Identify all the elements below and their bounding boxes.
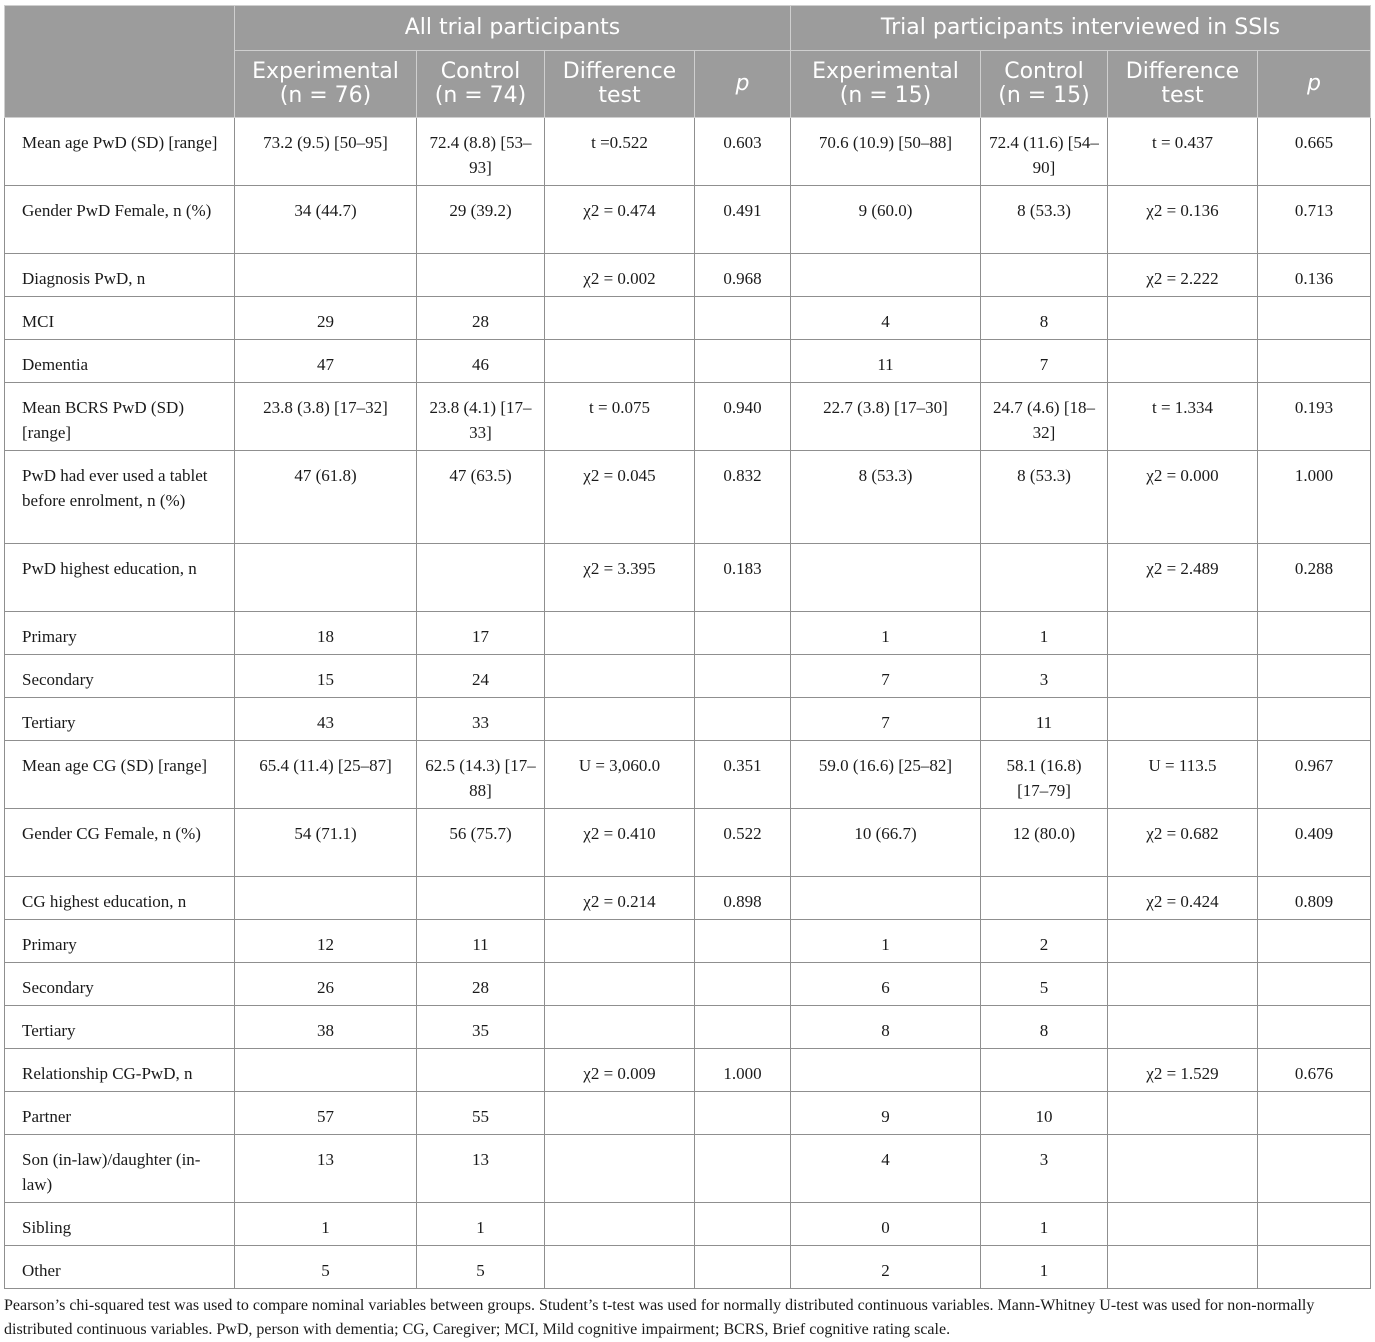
row-label: Primary <box>5 612 235 655</box>
table-cell <box>695 297 791 340</box>
table-row <box>5 451 1371 544</box>
header-empty-cell <box>5 6 235 118</box>
table-cell: 35 <box>417 1006 545 1049</box>
table-cell <box>545 655 695 698</box>
table-cell: χ2 = 2.489 <box>1108 544 1258 612</box>
table-row <box>5 1203 1371 1246</box>
table-row <box>5 544 1371 612</box>
table-cell: 26 <box>235 963 417 1006</box>
table-cell: U = 113.5 <box>1108 741 1258 809</box>
table-cell <box>1258 1246 1371 1289</box>
table-cell <box>545 1135 695 1203</box>
table-cell <box>545 1092 695 1135</box>
table-cell <box>1258 920 1371 963</box>
table-cell: χ2 = 0.410 <box>545 809 695 877</box>
table-cell: 23.8 (3.8) [17–32] <box>235 383 417 451</box>
table-cell <box>695 1092 791 1135</box>
table-cell: 0.713 <box>1258 186 1371 254</box>
table-cell <box>1258 612 1371 655</box>
table-cell: 6 <box>791 963 981 1006</box>
table-cell: 1 <box>981 1203 1108 1246</box>
table-cell <box>695 1006 791 1049</box>
table-cell: 0.940 <box>695 383 791 451</box>
table-cell: χ2 = 0.045 <box>545 451 695 544</box>
table-cell: 8 <box>981 297 1108 340</box>
table-cell: 4 <box>791 297 981 340</box>
table-cell: 24 <box>417 655 545 698</box>
table-cell <box>1258 655 1371 698</box>
table-row <box>5 920 1371 963</box>
table-cell: 70.6 (10.9) [50–88] <box>791 118 981 186</box>
table-cell: 1 <box>417 1203 545 1246</box>
table-cell: 0.809 <box>1258 877 1371 920</box>
col-header-experimental: Experimental (n = 76) <box>235 51 417 118</box>
table-cell: 7 <box>791 698 981 741</box>
table-cell <box>545 698 695 741</box>
table-cell <box>1258 1203 1371 1246</box>
table-cell: 0.665 <box>1258 118 1371 186</box>
table-row <box>5 877 1371 920</box>
table-cell: 33 <box>417 698 545 741</box>
row-label: Secondary <box>5 655 235 698</box>
row-label: CG highest education, n <box>5 877 235 920</box>
col-header-difference-test-ssi: Difference test <box>1108 51 1258 118</box>
table-cell <box>417 1049 545 1092</box>
table-cell: t = 0.075 <box>545 383 695 451</box>
table-cell: 0.676 <box>1258 1049 1371 1092</box>
table-row <box>5 809 1371 877</box>
table-cell <box>545 1246 695 1289</box>
table-cell: 47 <box>235 340 417 383</box>
table-cell: 34 (44.7) <box>235 186 417 254</box>
row-label: Tertiary <box>5 1006 235 1049</box>
table-cell <box>545 297 695 340</box>
table-cell: 8 (53.3) <box>981 451 1108 544</box>
table-cell: χ2 = 1.529 <box>1108 1049 1258 1092</box>
table-cell: 10 (66.7) <box>791 809 981 877</box>
table-cell: 8 <box>981 1006 1108 1049</box>
table-cell: 0.136 <box>1258 254 1371 297</box>
table-cell: χ2 = 0.214 <box>545 877 695 920</box>
table-cell <box>1108 1246 1258 1289</box>
table-cell: 9 (60.0) <box>791 186 981 254</box>
row-label: Dementia <box>5 340 235 383</box>
table-cell <box>1108 920 1258 963</box>
col-header-difference-test: Difference test <box>545 51 695 118</box>
row-label: Tertiary <box>5 698 235 741</box>
table-cell: 1 <box>981 612 1108 655</box>
table-cell <box>417 544 545 612</box>
table-cell <box>695 655 791 698</box>
table-cell: 1.000 <box>695 1049 791 1092</box>
table-cell <box>545 963 695 1006</box>
table-cell: 1.000 <box>1258 451 1371 544</box>
table-cell <box>545 1203 695 1246</box>
row-label: Sibling <box>5 1203 235 1246</box>
table-row <box>5 340 1371 383</box>
table-cell: χ2 = 0.002 <box>545 254 695 297</box>
table-row <box>5 1246 1371 1289</box>
table-cell: 11 <box>791 340 981 383</box>
row-label: MCI <box>5 297 235 340</box>
table-cell: 17 <box>417 612 545 655</box>
table-cell: 0.183 <box>695 544 791 612</box>
col-header-control: Control (n = 74) <box>417 51 545 118</box>
row-label: Mean BCRS PwD (SD) [range] <box>5 383 235 451</box>
col-header-experimental-ssi: Experimental (n = 15) <box>791 51 981 118</box>
table-cell: χ2 = 3.395 <box>545 544 695 612</box>
table-row <box>5 383 1371 451</box>
table-cell: 2 <box>981 920 1108 963</box>
table-cell <box>545 1006 695 1049</box>
group-header-row <box>5 6 1371 51</box>
table-cell: 13 <box>417 1135 545 1203</box>
table-cell <box>981 254 1108 297</box>
row-label: Mean age PwD (SD) [range] <box>5 118 235 186</box>
table-cell: 1 <box>981 1246 1108 1289</box>
table-cell: 23.8 (4.1) [17–33] <box>417 383 545 451</box>
table-cell: U = 3,060.0 <box>545 741 695 809</box>
table-cell <box>981 877 1108 920</box>
table-cell: 8 (53.3) <box>981 186 1108 254</box>
table-cell: 1 <box>791 612 981 655</box>
table-cell <box>1258 963 1371 1006</box>
table-cell: 18 <box>235 612 417 655</box>
table-cell <box>1108 297 1258 340</box>
table-container <box>4 5 1370 1289</box>
table-cell: 62.5 (14.3) [17–88] <box>417 741 545 809</box>
table-cell: 12 (80.0) <box>981 809 1108 877</box>
table-cell: 0.491 <box>695 186 791 254</box>
table-cell: χ2 = 0.136 <box>1108 186 1258 254</box>
table-cell: 38 <box>235 1006 417 1049</box>
table-cell: 8 <box>791 1006 981 1049</box>
table-row <box>5 1049 1371 1092</box>
table-cell: 3 <box>981 1135 1108 1203</box>
table-cell <box>1108 1135 1258 1203</box>
table-cell <box>695 612 791 655</box>
table-cell: 12 <box>235 920 417 963</box>
table-cell <box>545 920 695 963</box>
table-cell <box>545 612 695 655</box>
table-cell <box>695 1246 791 1289</box>
table-cell <box>417 877 545 920</box>
table-cell: 0.898 <box>695 877 791 920</box>
col-header-p-ssi: p <box>1258 51 1371 118</box>
row-label: Other <box>5 1246 235 1289</box>
table-cell: 5 <box>235 1246 417 1289</box>
table-cell: 73.2 (9.5) [50–95] <box>235 118 417 186</box>
table-cell: 4 <box>791 1135 981 1203</box>
table-cell <box>981 1049 1108 1092</box>
table-cell: 5 <box>417 1246 545 1289</box>
table-cell: t = 0.437 <box>1108 118 1258 186</box>
table-cell <box>1108 1092 1258 1135</box>
table-cell <box>1108 963 1258 1006</box>
table-cell: 3 <box>981 655 1108 698</box>
table-cell <box>1258 1092 1371 1135</box>
table-cell: 29 (39.2) <box>417 186 545 254</box>
header-group-ssi: Trial participants interviewed in SSIs <box>791 6 1371 51</box>
table-row <box>5 254 1371 297</box>
table-cell <box>235 254 417 297</box>
table-cell: 7 <box>791 655 981 698</box>
table-cell <box>1108 698 1258 741</box>
table-cell: 0.603 <box>695 118 791 186</box>
table-cell: 22.7 (3.8) [17–30] <box>791 383 981 451</box>
table-cell: 47 (63.5) <box>417 451 545 544</box>
table-cell <box>1258 1135 1371 1203</box>
table-cell: 46 <box>417 340 545 383</box>
row-label: Primary <box>5 920 235 963</box>
table-cell: 0 <box>791 1203 981 1246</box>
row-label: PwD had ever used a tablet before enrolment, n (%) <box>5 451 235 544</box>
table-cell: 0.967 <box>1258 741 1371 809</box>
data-table <box>4 5 1371 1289</box>
table-cell: 55 <box>417 1092 545 1135</box>
table-cell: 1 <box>791 920 981 963</box>
col-header-control-ssi: Control (n = 15) <box>981 51 1108 118</box>
row-label: Diagnosis PwD, n <box>5 254 235 297</box>
table-cell: 7 <box>981 340 1108 383</box>
table-cell <box>1258 340 1371 383</box>
row-label: Mean age CG (SD) [range] <box>5 741 235 809</box>
table-cell: 0.968 <box>695 254 791 297</box>
table-cell <box>1258 698 1371 741</box>
row-label: Partner <box>5 1092 235 1135</box>
table-cell <box>695 698 791 741</box>
table-cell <box>791 254 981 297</box>
table-row <box>5 186 1371 254</box>
table-row <box>5 612 1371 655</box>
table-cell: 2 <box>791 1246 981 1289</box>
table-cell: t = 1.334 <box>1108 383 1258 451</box>
table-cell: 0.409 <box>1258 809 1371 877</box>
table-cell: t =0.522 <box>545 118 695 186</box>
table-cell <box>695 963 791 1006</box>
table-row <box>5 698 1371 741</box>
table-cell <box>235 1049 417 1092</box>
col-header-p: p <box>695 51 791 118</box>
table-cell <box>1108 340 1258 383</box>
table-cell: 58.1 (16.8) [17–79] <box>981 741 1108 809</box>
table-cell: 29 <box>235 297 417 340</box>
table-cell: 15 <box>235 655 417 698</box>
row-label: Secondary <box>5 963 235 1006</box>
table-cell: χ2 = 0.474 <box>545 186 695 254</box>
table-row <box>5 741 1371 809</box>
table-cell: 72.4 (8.8) [53–93] <box>417 118 545 186</box>
table-cell <box>545 340 695 383</box>
table-cell: χ2 = 0.000 <box>1108 451 1258 544</box>
table-cell: 11 <box>981 698 1108 741</box>
table-row <box>5 655 1371 698</box>
row-label: PwD highest education, n <box>5 544 235 612</box>
row-label: Son (in-law)/daughter (in-law) <box>5 1135 235 1203</box>
table-cell: 57 <box>235 1092 417 1135</box>
table-cell: 0.288 <box>1258 544 1371 612</box>
table-cell: χ2 = 2.222 <box>1108 254 1258 297</box>
table-cell <box>235 877 417 920</box>
table-cell: 0.832 <box>695 451 791 544</box>
table-cell: 54 (71.1) <box>235 809 417 877</box>
table-cell <box>791 544 981 612</box>
table-cell <box>695 1135 791 1203</box>
table-row <box>5 297 1371 340</box>
row-label: Gender CG Female, n (%) <box>5 809 235 877</box>
table-cell: 1 <box>235 1203 417 1246</box>
table-cell <box>235 544 417 612</box>
table-cell: 47 (61.8) <box>235 451 417 544</box>
table-cell: χ2 = 0.682 <box>1108 809 1258 877</box>
table-cell: 5 <box>981 963 1108 1006</box>
table-cell <box>1108 612 1258 655</box>
table-cell: 28 <box>417 297 545 340</box>
table-cell: 28 <box>417 963 545 1006</box>
table-cell <box>1108 1203 1258 1246</box>
table-cell <box>1108 1006 1258 1049</box>
table-row <box>5 118 1371 186</box>
table-cell: 9 <box>791 1092 981 1135</box>
table-cell <box>695 1203 791 1246</box>
table-cell: 43 <box>235 698 417 741</box>
table-cell <box>1258 1006 1371 1049</box>
table-cell <box>1258 297 1371 340</box>
table-cell: 0.522 <box>695 809 791 877</box>
table-row <box>5 963 1371 1006</box>
table-cell <box>417 254 545 297</box>
row-label: Gender PwD Female, n (%) <box>5 186 235 254</box>
table-row <box>5 1006 1371 1049</box>
table-cell: 11 <box>417 920 545 963</box>
table-cell <box>791 1049 981 1092</box>
table-cell: 10 <box>981 1092 1108 1135</box>
table-cell: 65.4 (11.4) [25–87] <box>235 741 417 809</box>
table-cell: 24.7 (4.6) [18–32] <box>981 383 1108 451</box>
table-row <box>5 1135 1371 1203</box>
table-cell: 72.4 (11.6) [54–90] <box>981 118 1108 186</box>
table-row <box>5 1092 1371 1135</box>
table-cell: 56 (75.7) <box>417 809 545 877</box>
table-cell <box>1108 655 1258 698</box>
table-cell: 0.351 <box>695 741 791 809</box>
table-cell: χ2 = 0.009 <box>545 1049 695 1092</box>
table-footnote: Pearson’s chi-squared test was used to compare nominal variables between groups. Student’s t-test was used for normally distributed continuous variables. Mann-Whitney U-test was used for non-normally distributed continuous variables. PwD, person with dementia; CG, Caregiver; MCI, Mild cognitive impairment; BCRS, Brief cognitive rating scale. <box>4 1297 1315 1338</box>
table-cell: 0.193 <box>1258 383 1371 451</box>
table-cell <box>791 877 981 920</box>
table-cell <box>695 920 791 963</box>
table-cell <box>981 544 1108 612</box>
table-cell: χ2 = 0.424 <box>1108 877 1258 920</box>
table-cell: 8 (53.3) <box>791 451 981 544</box>
table-cell: 13 <box>235 1135 417 1203</box>
header-group-all: All trial participants <box>235 6 791 51</box>
table-cell: 59.0 (16.6) [25–82] <box>791 741 981 809</box>
row-label: Relationship CG-PwD, n <box>5 1049 235 1092</box>
table-cell <box>695 340 791 383</box>
